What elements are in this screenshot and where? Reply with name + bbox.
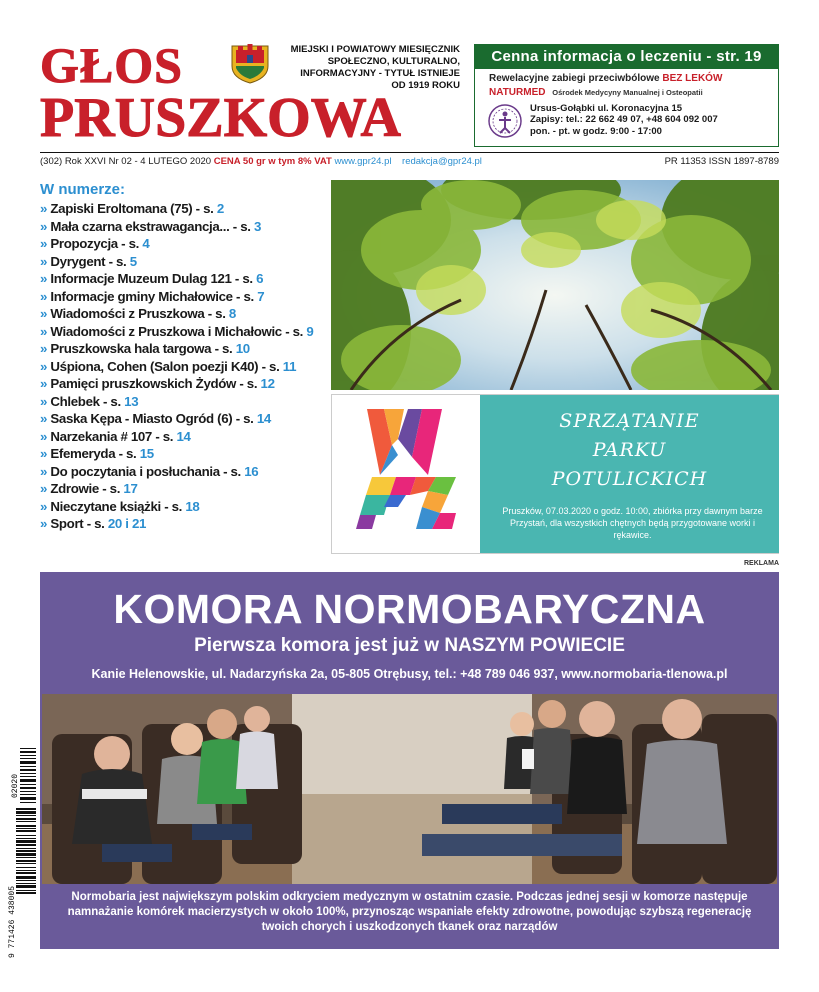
barcode-addon-bar (20, 766, 36, 767)
issue-price: CENA 50 gr w tym 8% VAT (213, 156, 332, 167)
park-cleanup-title-line3: POTULICKICH (551, 468, 708, 490)
toc-item (40, 463, 325, 481)
barcode-bar (16, 890, 36, 891)
barcode-addon-bar (20, 758, 36, 759)
barcode-addon-bar (20, 779, 36, 782)
barcode-bar (16, 815, 36, 816)
toc-bullet: » (40, 411, 51, 426)
toc-bullet: » (40, 306, 51, 321)
toc-item-page: 14 (256, 411, 271, 426)
toc-item-page: 3 (253, 218, 261, 234)
toc-item (40, 445, 325, 463)
barcode-icon (6, 738, 36, 960)
toc-item-label: Dyrygent - s. (50, 253, 130, 269)
website-link[interactable]: www.gpr24.pl (334, 156, 392, 167)
toc-item-label: Saska Kępa - Miasto Ogród (6) - s. (50, 411, 257, 426)
barcode-addon-number: 02020 (11, 773, 20, 798)
logo-title-line1: GŁOS (40, 37, 183, 93)
toc-item-page: 17 (123, 481, 138, 496)
ad-address: Kanie Helenowskie, ul. Nadarzyńska 2a, 05-805 Otrębusy, tel.: +48 789 046 937, www.normobaria-tlenowa.pl (91, 667, 728, 681)
naturmed-logo-icon (487, 103, 523, 139)
toc-bullet: » (40, 463, 51, 479)
barcode-addon-bar (20, 794, 36, 795)
promo-phones: Zapisy: tel.: 22 662 49 07, +48 604 092 007 (530, 114, 718, 126)
toc-bullet: » (40, 253, 51, 269)
toc-item-label: Propozycja - s. (50, 236, 143, 251)
promo-contact (530, 103, 718, 137)
barcode-bar (16, 870, 36, 871)
toc-item-page: 7 (257, 288, 265, 304)
naturmed-promo-box (474, 44, 779, 147)
park-cleanup-panel (331, 394, 779, 554)
toc-bullet: » (40, 376, 51, 391)
toc-item-label: Wiadomości z Pruszkowa - s. (50, 306, 229, 321)
barcode-addon-bar (20, 797, 36, 800)
trees-illustration (331, 180, 779, 390)
barcode-bar (16, 857, 36, 858)
toc-item-page: 16 (244, 463, 259, 479)
barcode-addon-bar (20, 773, 36, 774)
barcode-addon-bar (20, 755, 36, 756)
toc-item-page: 4 (142, 236, 150, 251)
toc-bullet: » (40, 201, 51, 216)
toc-item-label: Zdrowie - s. (50, 481, 124, 496)
toc-item-label: Informacje gminy Michałowice - s. (50, 288, 258, 304)
barcode-bar (16, 818, 36, 820)
toc-item (40, 235, 325, 253)
barcode-bar (16, 853, 36, 856)
toc-item-label: Informacje Muzeum Dulag 121 - s. (50, 271, 257, 286)
toc-list (40, 200, 325, 533)
barcode-bar (16, 828, 36, 829)
issue-number: (302) Rok XXVI Nr 02 - 4 LUTEGO 2020 (40, 156, 212, 167)
toc-item-page: 10 (235, 341, 250, 356)
barcode-bar (16, 840, 36, 843)
toc-bullet: » (40, 393, 51, 409)
toc-item-label: Pruszkowska hala targowa - s. (50, 341, 236, 356)
toc-bullet: » (40, 236, 51, 251)
toc-bullet: » (40, 446, 51, 461)
toc-item-page: 8 (228, 306, 236, 321)
barcode-bar (16, 876, 36, 879)
table-of-contents (40, 181, 325, 533)
barcode-bar (16, 885, 36, 888)
ad-title: KOMORA NORMOBARYCZNA (113, 586, 706, 632)
ad-subtitle: Pierwsza komora jest już w NASZYM POWIECIE (194, 635, 625, 656)
park-cleanup-title-line2: PARKU (592, 439, 667, 461)
toc-item-label: Pamięci pruszkowskich Żydów - s. (50, 376, 261, 391)
toc-bullet: » (40, 428, 51, 444)
issn-codes: PR 11353 ISSN 1897-8789 (664, 156, 779, 167)
toc-bullet: » (40, 341, 51, 356)
toc-item (40, 218, 325, 236)
barcode-bar (16, 860, 36, 862)
barcode-addon-bar (20, 748, 36, 749)
barcode-addon-bar (20, 751, 36, 753)
toc-item (40, 340, 325, 358)
toc-item (40, 200, 325, 218)
toc-item-label: Mała czarna ekstrawagancja... - s. (50, 218, 254, 234)
park-cleanup-title-line1: SPRZĄTANIE (559, 410, 700, 432)
barcode-addon-bar (20, 802, 36, 803)
toc-item-page: 12 (260, 376, 275, 391)
toc-item-page: 14 (176, 428, 191, 444)
toc-item (40, 288, 325, 306)
barcode-bar (16, 883, 36, 884)
barcode-addon-bar (20, 784, 36, 785)
toc-bullet: » (40, 218, 51, 234)
toc-item-label: Chlebek - s. (50, 393, 125, 409)
toc-item (40, 393, 325, 411)
masthead (40, 38, 460, 150)
barcode-bar (16, 892, 36, 894)
trees-photo (331, 180, 779, 390)
toc-item-page: 6 (256, 271, 264, 286)
barcode-bar (16, 872, 36, 874)
promo-hours: pon. - pt. w godz. 9:00 - 17:00 (530, 125, 662, 137)
ad-description: Normobaria jest największym polskim odkryciem medycznym w ostatnim czasie. Podczas jednej sesji w komorze następuje namnażanie komórek macierzystych w około 100%, przynosząc wspaniałe efekty zdrowotne, powodując szybszą regenerację twoich chorych i uszkodzonych tkanek oraz narządów (67, 891, 752, 933)
promo-headline: Cenna informacja o leczeniu - str. 19 (475, 45, 778, 69)
toc-item-page: 9 (306, 323, 314, 339)
barcode-bar (16, 830, 36, 832)
toc-item (40, 498, 325, 516)
barcode-bar (16, 821, 36, 822)
barcode-bar (16, 825, 36, 827)
barcode-bar (16, 844, 36, 846)
park-cleanup-title (480, 407, 779, 494)
promo-brand (489, 87, 703, 98)
park-cleanup-info (480, 395, 779, 553)
toc-item (40, 428, 325, 446)
normobaria-advertisement (40, 572, 779, 949)
park-cleanup-description: Pruszków, 07.03.2020 o godz. 10:00, zbiórka przy dawnym barze Przystań, dla wszystkich chętnych będą przygotowane worki i rękawice. (502, 506, 763, 540)
promo-brand-subtitle: Ośrodek Medycyny Manualnej i Osteopatii (552, 88, 703, 97)
toc-item-page: 2 (216, 201, 224, 216)
logo-title-line2: PRUSZKOWA (40, 87, 401, 149)
email-link[interactable]: redakcja@gpr24.pl (402, 156, 482, 167)
promo-tagline-text: Rewelacyjne zabiegi przeciwbólowe (489, 73, 660, 84)
toc-item-page: 20 i 21 (107, 516, 147, 531)
barcode-bar (16, 808, 36, 810)
chamber-photo (42, 694, 777, 884)
issue-info-left (40, 153, 482, 170)
toc-item-page: 15 (139, 446, 154, 461)
chamber-people-illustration (42, 694, 777, 884)
barcode-bar (16, 867, 36, 868)
toc-item-label: Narzekania # 107 - s. (50, 428, 177, 444)
toc-title: W numerze: (40, 181, 126, 198)
toc-item (40, 480, 325, 498)
toc-item (40, 358, 325, 376)
issue-info-bar (40, 152, 779, 170)
toc-item-label: Wiadomości z Pruszkowa i Michałowic - s. (50, 323, 307, 339)
barcode-bar (16, 848, 36, 849)
toc-bullet: » (40, 288, 51, 304)
toc-item-label: Efemeryda - s. (50, 446, 140, 461)
coat-of-arms-icon (230, 42, 270, 84)
barcode-bar (16, 835, 36, 836)
toc-item (40, 410, 325, 428)
toc-bullet: » (40, 271, 51, 286)
toc-bullet: » (40, 498, 51, 514)
toc-item (40, 375, 325, 393)
barcode (6, 738, 36, 960)
wpr-logo-icon (332, 395, 480, 553)
toc-item-page: 5 (129, 253, 137, 269)
toc-item (40, 305, 325, 323)
barcode-addon-bar (20, 791, 36, 792)
barcode-bar (16, 880, 36, 881)
barcode-addon-bar (20, 787, 36, 789)
ad-label: REKLAMA (744, 560, 779, 567)
barcode-bar (16, 811, 36, 814)
barcode-addon-bar (20, 769, 36, 771)
barcode-bar (16, 863, 36, 864)
toc-item (40, 253, 325, 271)
toc-bullet: » (40, 481, 51, 496)
toc-bullet: » (40, 358, 51, 374)
barcode-bar (16, 838, 36, 839)
toc-item-page: 11 (282, 358, 297, 374)
toc-item-label: Do poczytania i posłuchania - s. (50, 463, 245, 479)
toc-item-label: Nieczytane książki - s. (50, 498, 186, 514)
toc-item-page: 13 (124, 393, 139, 409)
toc-bullet: » (40, 516, 51, 531)
toc-item (40, 515, 325, 533)
toc-item-label: Sport - s. (50, 516, 108, 531)
promo-brand-name: NATURMED (489, 87, 546, 98)
toc-item (40, 323, 325, 341)
barcode-number: 9 771426 438005 (8, 885, 17, 958)
toc-item-label: Zapiski Eroltomana (75) - s. (50, 201, 217, 216)
promo-address: Ursus-Gołąbki ul. Koronacyjna 15 (530, 103, 683, 114)
barcode-addon-bar (20, 761, 36, 764)
toc-bullet: » (40, 323, 51, 339)
barcode-addon-bar (20, 776, 36, 777)
toc-item-label: Uśpiona, Cohen (Salon poezji K40) - s. (50, 358, 283, 374)
masthead-tagline: MIEJSKI I POWIATOWY MIESIĘCZNIK SPOŁECZNO, KULTURALNO, INFORMACYJNY - TYTUŁ ISTNIEJE OD 1919 ROKU (290, 44, 460, 91)
toc-item-page: 18 (185, 498, 200, 514)
promo-tagline-highlight: BEZ LEKÓW (662, 73, 723, 84)
promo-tagline (489, 73, 722, 84)
toc-item (40, 270, 325, 288)
barcode-bar (16, 850, 36, 852)
